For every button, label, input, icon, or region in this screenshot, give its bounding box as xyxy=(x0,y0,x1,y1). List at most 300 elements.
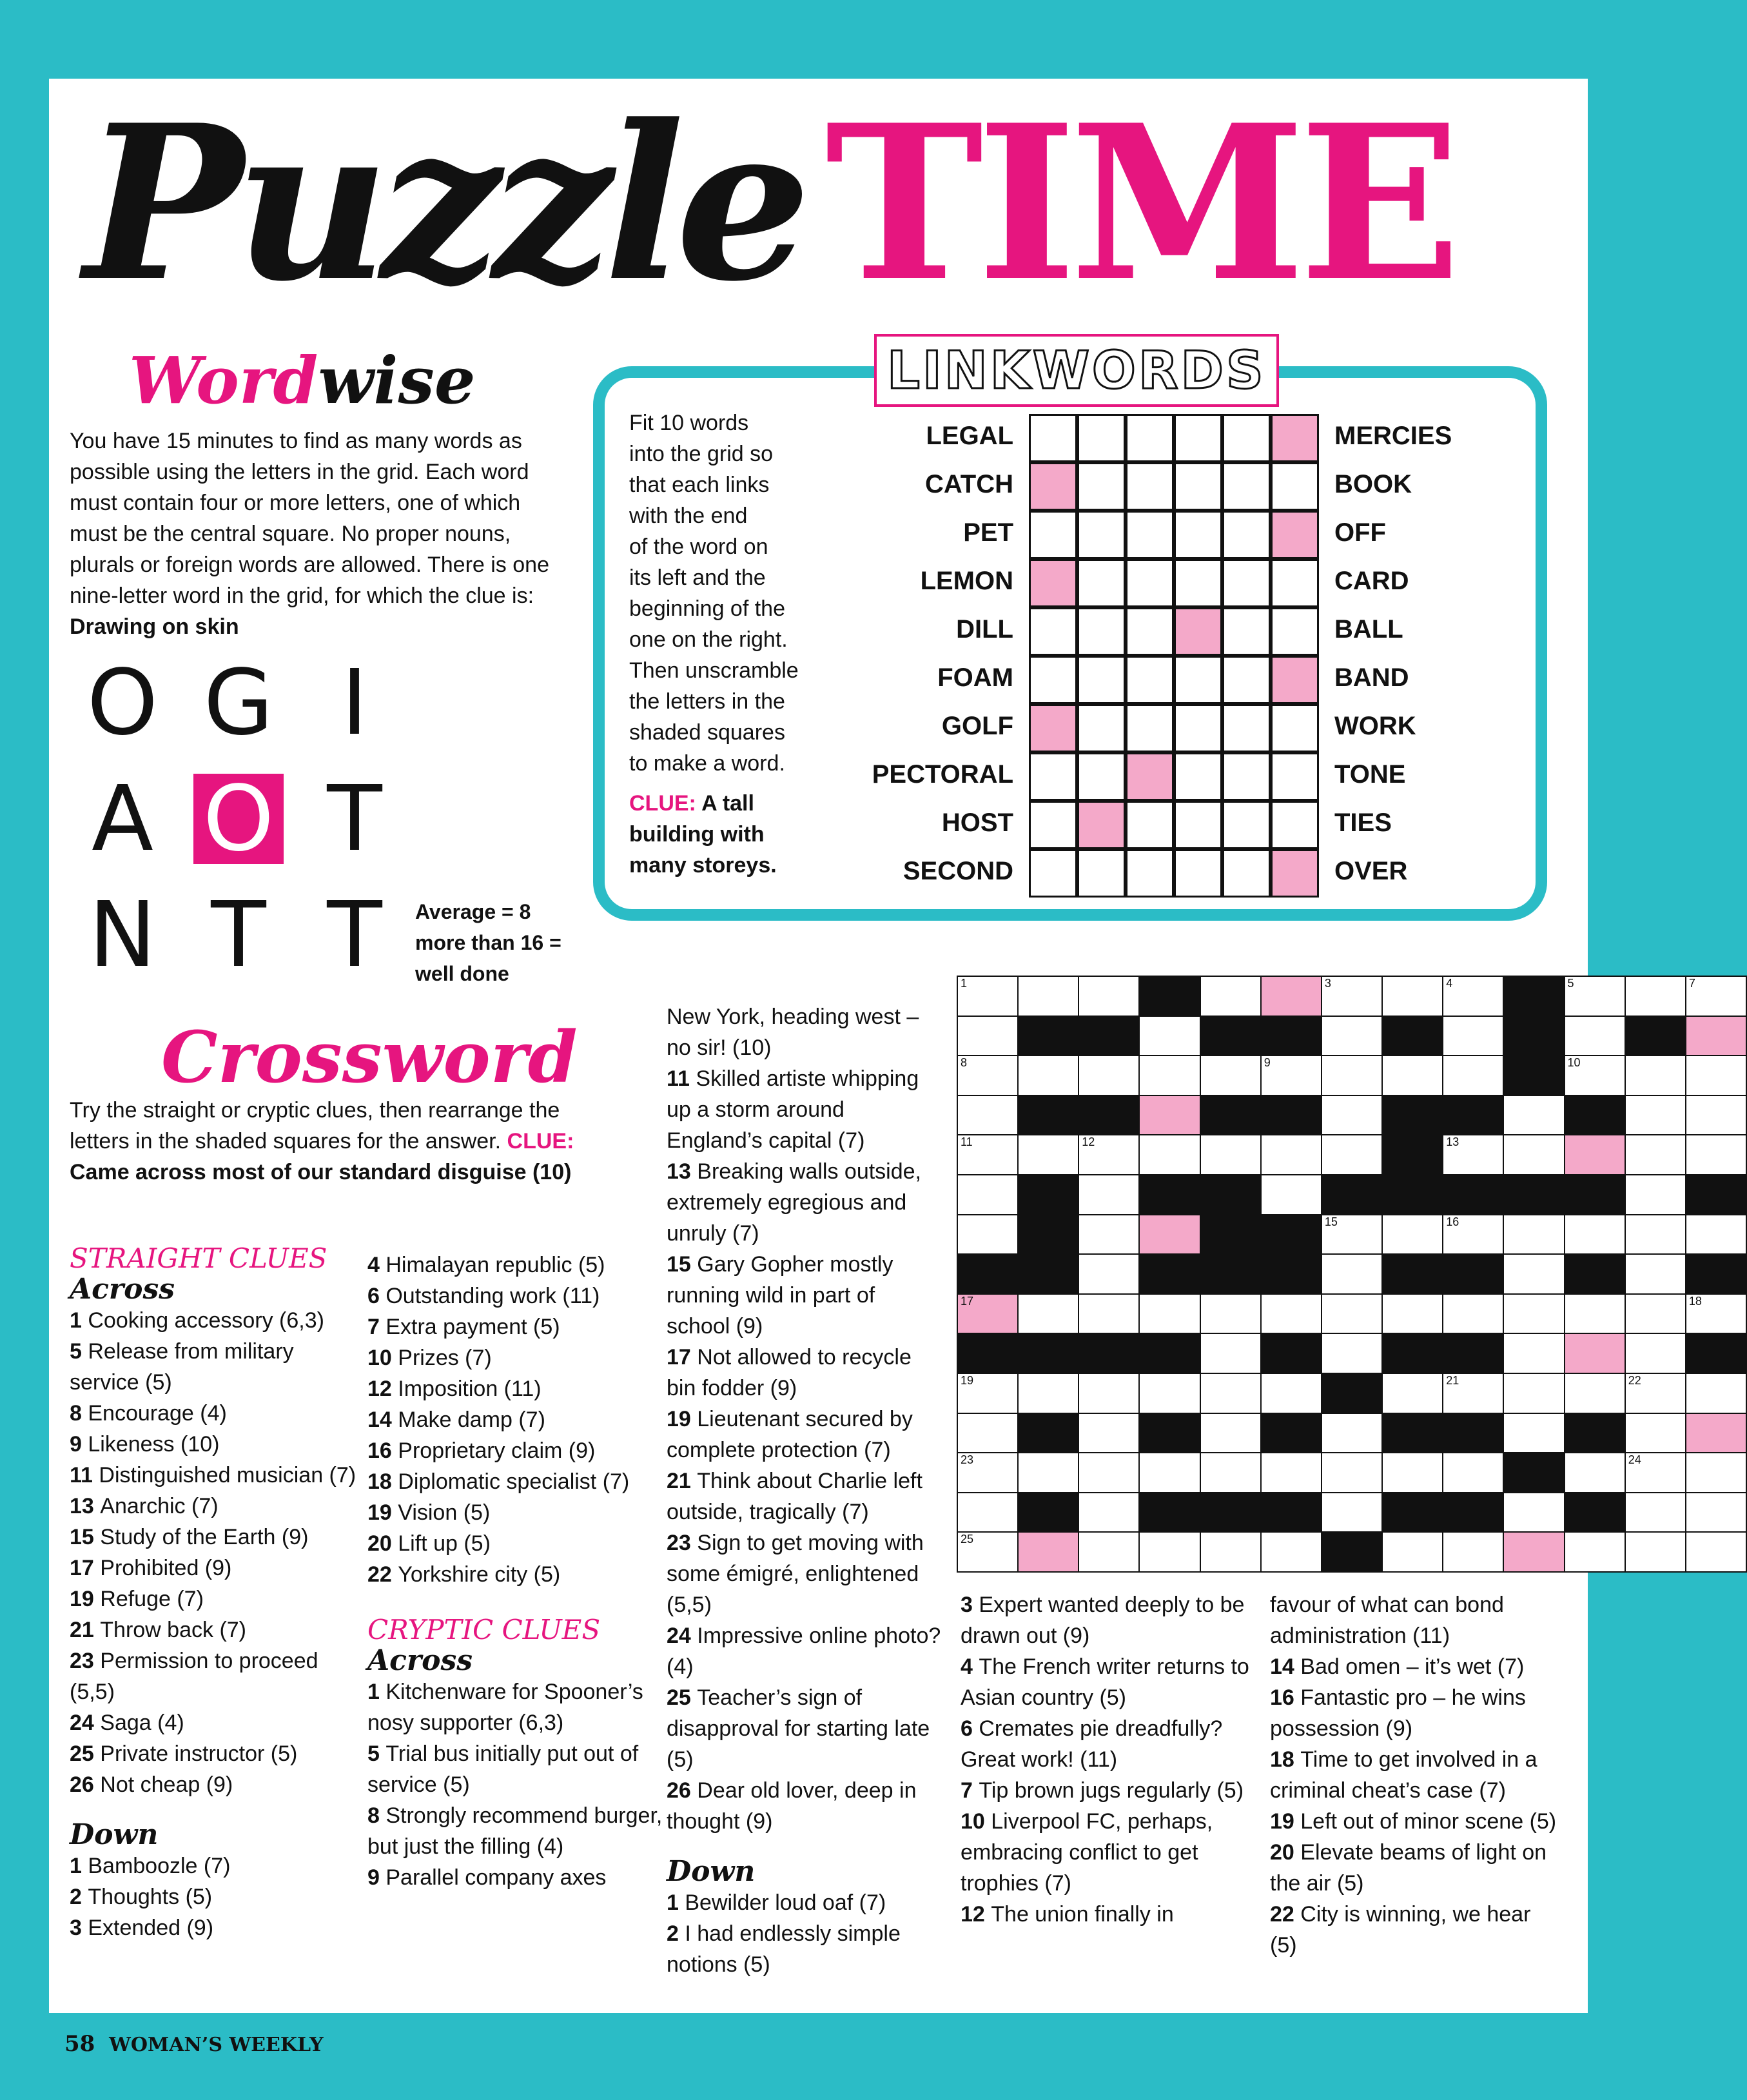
linkword-cell[interactable] xyxy=(1029,704,1077,752)
crossword-block xyxy=(1442,1413,1504,1454)
crossword-cell[interactable] xyxy=(1078,976,1140,1017)
crossword-cell[interactable] xyxy=(1503,1492,1565,1533)
crossword-cell[interactable] xyxy=(1685,1531,1747,1573)
linkword-cell[interactable] xyxy=(1174,656,1222,704)
clue-text: The French writer returns to Asian country (5) xyxy=(961,1654,1249,1710)
crossword-cell[interactable] xyxy=(1078,1253,1140,1295)
linkword-cell[interactable] xyxy=(1077,511,1126,559)
clue xyxy=(367,1373,664,1404)
crossword-cell[interactable] xyxy=(1625,1134,1686,1175)
crossword-cell[interactable] xyxy=(1321,1253,1383,1295)
crossword-block xyxy=(1381,1413,1443,1454)
linkword-cell[interactable] xyxy=(1077,656,1126,704)
linkword-left: HOST xyxy=(941,809,1013,837)
crossword-cell[interactable] xyxy=(1503,1293,1565,1335)
crossword-cell[interactable] xyxy=(1564,1134,1626,1175)
crossword-cell[interactable] xyxy=(1442,1452,1504,1493)
linkword-cell[interactable] xyxy=(1271,462,1319,511)
clue-number: 20 xyxy=(367,1531,398,1556)
clue-text: Likeness (10) xyxy=(88,1432,220,1457)
crossword-cell[interactable] xyxy=(1503,1413,1565,1454)
clue-number: 7 xyxy=(961,1778,979,1803)
crossword-block xyxy=(1564,1253,1626,1295)
clue-number: 26 xyxy=(70,1772,101,1797)
crossword-cell[interactable] xyxy=(1200,1055,1262,1096)
crossword-cell[interactable] xyxy=(1321,1452,1383,1493)
crossword-cell[interactable] xyxy=(1625,976,1686,1017)
clue-text: Impressive online photo? (4) xyxy=(667,1624,941,1679)
crossword-cell[interactable] xyxy=(1017,1531,1079,1573)
linkwords-clue-label: CLUE: xyxy=(629,791,696,816)
magazine-name: WOMAN’S WEEKLY xyxy=(109,2034,324,2056)
linkword-cell[interactable] xyxy=(1029,656,1077,704)
linkword-cell[interactable] xyxy=(1222,656,1271,704)
linkword-cell[interactable] xyxy=(1174,801,1222,849)
crossword-cell[interactable] xyxy=(1381,976,1443,1017)
crossword-block xyxy=(1078,1095,1140,1136)
crossword-block xyxy=(1381,1174,1443,1215)
crossword-cell[interactable] xyxy=(1321,1016,1383,1057)
crossword-block xyxy=(1321,1531,1383,1573)
clue-number: 9 xyxy=(367,1865,386,1890)
crossword-cell[interactable] xyxy=(1321,976,1383,1017)
crossword-cell[interactable] xyxy=(957,1055,1019,1096)
crossword-cell[interactable] xyxy=(1442,1134,1504,1175)
linkword-left: PET xyxy=(963,518,1013,547)
crossword-cell[interactable] xyxy=(957,1174,1019,1215)
crossword-cell[interactable] xyxy=(1625,1373,1686,1414)
clue-number: 24 xyxy=(70,1711,101,1735)
crossword-cell[interactable] xyxy=(1442,1016,1504,1057)
crossword-cell[interactable] xyxy=(1442,1531,1504,1573)
clue-number: 15 xyxy=(70,1525,101,1549)
linkword-right: WORK xyxy=(1334,712,1416,740)
linkword-cell[interactable] xyxy=(1174,414,1222,462)
crossword-cell[interactable] xyxy=(1321,1214,1383,1255)
crossword-cell[interactable] xyxy=(957,1531,1019,1573)
linkword-cell[interactable] xyxy=(1174,511,1222,559)
crossword-cell[interactable] xyxy=(1321,1333,1383,1374)
crossword-cell[interactable] xyxy=(1138,1214,1200,1255)
across-heading: Across xyxy=(70,1273,175,1306)
crossword-block xyxy=(1685,1253,1747,1295)
linkword-cell[interactable] xyxy=(1174,559,1222,607)
linkword-cell[interactable] xyxy=(1271,801,1319,849)
linkword-cell[interactable] xyxy=(1222,607,1271,656)
clue-number: 8 xyxy=(961,1056,968,1070)
crossword-cell[interactable] xyxy=(1200,1531,1262,1573)
linkwords-clue-line: building with xyxy=(629,822,765,847)
crossword-cell[interactable] xyxy=(1625,1055,1686,1096)
clue-number: 4 xyxy=(1446,977,1453,990)
crossword-cell[interactable] xyxy=(1381,1452,1443,1493)
score-line: more than 16 = xyxy=(415,931,561,954)
wordwise-score xyxy=(415,896,561,989)
linkword-cell[interactable] xyxy=(1271,849,1319,898)
clue-number: 9 xyxy=(1264,1056,1271,1070)
linkword-cell[interactable] xyxy=(1126,511,1174,559)
linkword-cell[interactable] xyxy=(1174,607,1222,656)
crossword-cell[interactable] xyxy=(1260,1293,1322,1335)
crossword-cell[interactable] xyxy=(1625,1492,1686,1533)
clue-text: Elevate beams of light on the air (5) xyxy=(1270,1840,1547,1896)
clue-text: Not cheap (9) xyxy=(100,1772,233,1797)
linkwords-instructions xyxy=(629,407,835,779)
crossword-cell[interactable] xyxy=(1138,1016,1200,1057)
linkword-right: BALL xyxy=(1334,615,1403,643)
linkwords-title: LINKWORDS xyxy=(874,334,1279,407)
clue xyxy=(667,1156,944,1249)
clue xyxy=(1270,1651,1560,1682)
linkword-cell[interactable] xyxy=(1126,607,1174,656)
clue xyxy=(961,1775,1251,1806)
crossword-cell[interactable] xyxy=(1017,976,1079,1017)
clue xyxy=(667,1682,944,1775)
crossword-cell[interactable] xyxy=(1442,1293,1504,1335)
crossword-cell[interactable] xyxy=(1442,1055,1504,1096)
crossword-cell[interactable] xyxy=(1321,1413,1383,1454)
clue-number: 25 xyxy=(70,1742,101,1766)
crossword-cell[interactable] xyxy=(1564,976,1626,1017)
crossword-block xyxy=(1381,1095,1443,1136)
clue xyxy=(367,1862,664,1893)
crossword-cell[interactable] xyxy=(1564,1531,1626,1573)
clue-number: 12 xyxy=(961,1902,991,1927)
crossword-cell[interactable] xyxy=(1442,1214,1504,1255)
crossword-cell[interactable] xyxy=(1685,976,1747,1017)
crossword-cell[interactable] xyxy=(1017,1293,1079,1335)
crossword-cell[interactable] xyxy=(1138,1531,1200,1573)
clue xyxy=(961,1651,1251,1713)
crossword-cell[interactable] xyxy=(1685,1452,1747,1493)
clue-text: Yorkshire city (5) xyxy=(398,1562,561,1587)
linkword-cell[interactable] xyxy=(1029,752,1077,801)
clue xyxy=(367,1435,664,1466)
crossword-cell[interactable] xyxy=(1078,1452,1140,1493)
crossword-cell[interactable] xyxy=(1685,1134,1747,1175)
linkword-cell[interactable] xyxy=(1174,462,1222,511)
linkword-left: CATCH xyxy=(924,470,1013,498)
crossword-cell[interactable] xyxy=(1260,1055,1322,1096)
crossword-block xyxy=(1017,1016,1079,1057)
crossword-cell[interactable] xyxy=(1200,1333,1262,1374)
crossword-cell[interactable] xyxy=(1200,1293,1262,1335)
crossword-cell[interactable] xyxy=(1503,1531,1565,1573)
linkword-cell[interactable] xyxy=(1077,849,1126,898)
crossword-cell[interactable] xyxy=(1625,1174,1686,1215)
wordwise-intro-text: You have 15 minutes to find as many words as possible using the letters in the grid. Each word must contain four or more letters, one of which must be the central square. No proper nouns, plurals or foreign words are allowed. There is one nine-letter word in the grid, for which the clue is: xyxy=(70,429,549,608)
linkword-cell[interactable] xyxy=(1271,607,1319,656)
linkword-cell[interactable] xyxy=(1126,559,1174,607)
linkword-cell[interactable] xyxy=(1077,414,1126,462)
clue-text: Prizes (7) xyxy=(398,1346,492,1370)
crossword-block xyxy=(1200,1492,1262,1533)
crossword-cell[interactable] xyxy=(957,1413,1019,1454)
linkword-cell[interactable] xyxy=(1077,801,1126,849)
crossword-cell[interactable] xyxy=(1017,1134,1079,1175)
clue-text: Proprietary claim (9) xyxy=(398,1438,596,1463)
linkword-cell[interactable] xyxy=(1077,607,1126,656)
crossword-cell[interactable] xyxy=(1625,1413,1686,1454)
crossword-cell[interactable] xyxy=(957,1214,1019,1255)
crossword-cell[interactable] xyxy=(957,1134,1019,1175)
crossword-cell[interactable] xyxy=(1078,1413,1140,1454)
linkword-cell[interactable] xyxy=(1029,462,1077,511)
crossword-cell[interactable] xyxy=(1685,1016,1747,1057)
clue-number: 2 xyxy=(667,1921,685,1946)
linkword-cell[interactable] xyxy=(1174,752,1222,801)
linkword-right: MERCIES xyxy=(1334,422,1452,450)
linkword-cell[interactable] xyxy=(1029,559,1077,607)
crossword-cell[interactable] xyxy=(1381,1055,1443,1096)
crossword-cell[interactable] xyxy=(1138,1134,1200,1175)
linkword-cell[interactable] xyxy=(1271,414,1319,462)
crossword-cell[interactable] xyxy=(1685,1492,1747,1533)
linkword-cell[interactable] xyxy=(1126,462,1174,511)
crossword-cell[interactable] xyxy=(1685,1214,1747,1255)
linkword-cell[interactable] xyxy=(1126,849,1174,898)
crossword-cell[interactable] xyxy=(1625,1531,1686,1573)
crossword-cell[interactable] xyxy=(1564,1293,1626,1335)
crossword-cell[interactable] xyxy=(1442,1373,1504,1414)
clue-text: Fantastic pro – he wins possession (9) xyxy=(1270,1685,1526,1741)
crossword-cell[interactable] xyxy=(1321,1492,1383,1533)
clue-text: Release from military service (5) xyxy=(70,1339,294,1395)
crossword-cell[interactable] xyxy=(1260,1531,1322,1573)
crossword-block xyxy=(957,1333,1019,1374)
crossword-cell[interactable] xyxy=(1260,1452,1322,1493)
crossword-cell[interactable] xyxy=(1503,1095,1565,1136)
crossword-cell[interactable] xyxy=(1381,1373,1443,1414)
linkword-cell[interactable] xyxy=(1077,704,1126,752)
linkword-cell[interactable] xyxy=(1029,607,1077,656)
clue xyxy=(667,1775,944,1837)
crossword-cell[interactable] xyxy=(1625,1253,1686,1295)
linkword-cell[interactable] xyxy=(1222,849,1271,898)
crossword-cell[interactable] xyxy=(1260,976,1322,1017)
straight-down-column xyxy=(367,1250,664,1893)
clue-text: Distinguished musician (7) xyxy=(99,1463,356,1487)
crossword-cell[interactable] xyxy=(1017,1055,1079,1096)
clue xyxy=(961,1589,1251,1651)
crossword-cell[interactable] xyxy=(957,1293,1019,1335)
crossword-cell[interactable] xyxy=(1017,1452,1079,1493)
clue-text: Permission to proceed (5,5) xyxy=(70,1649,318,1704)
title-puzzle: Puzzle xyxy=(84,78,803,328)
crossword-cell[interactable] xyxy=(1138,1095,1200,1136)
crossword-cell[interactable] xyxy=(1078,1492,1140,1533)
crossword-cell[interactable] xyxy=(1260,1134,1322,1175)
linkword-cell[interactable] xyxy=(1029,511,1077,559)
crossword-cell[interactable] xyxy=(957,1373,1019,1414)
crossword-cell[interactable] xyxy=(1685,1373,1747,1414)
crossword-cell[interactable] xyxy=(1381,1531,1443,1573)
crossword-cell[interactable] xyxy=(1078,1214,1140,1255)
clue-number: 18 xyxy=(1270,1747,1301,1772)
linkword-cell[interactable] xyxy=(1077,752,1126,801)
crossword-cell[interactable] xyxy=(1138,1055,1200,1096)
crossword-cell[interactable] xyxy=(1381,1293,1443,1335)
crossword-block xyxy=(1260,1253,1322,1295)
clue-number: 7 xyxy=(367,1315,386,1339)
crossword-cell[interactable] xyxy=(1625,1214,1686,1255)
crossword-cell[interactable] xyxy=(1442,976,1504,1017)
clue-text: Study of the Earth (9) xyxy=(100,1525,309,1549)
crossword-block xyxy=(1442,1333,1504,1374)
linkword-cell[interactable] xyxy=(1077,462,1126,511)
crossword-cell[interactable] xyxy=(1381,1214,1443,1255)
linkword-cell[interactable] xyxy=(1222,752,1271,801)
crossword-block xyxy=(1138,1174,1200,1215)
linkword-cell[interactable] xyxy=(1222,801,1271,849)
crossword-cell[interactable] xyxy=(1685,1293,1747,1335)
linkword-cell[interactable] xyxy=(1271,704,1319,752)
instruction-line: that each links xyxy=(629,473,770,497)
crossword-cell[interactable] xyxy=(1200,976,1262,1017)
crossword-cell[interactable] xyxy=(1564,1214,1626,1255)
linkword-cell[interactable] xyxy=(1222,414,1271,462)
crossword-cell[interactable] xyxy=(1321,1293,1383,1335)
crossword-cell[interactable] xyxy=(1503,1214,1565,1255)
clue-text: Sign to get moving with some émigré, enlightened (5,5) xyxy=(667,1531,924,1617)
wordwise-letter: O xyxy=(193,774,284,864)
crossword-cell[interactable] xyxy=(1200,1134,1262,1175)
crossword-cell[interactable] xyxy=(1078,1134,1140,1175)
crossword-cell[interactable] xyxy=(1260,1174,1322,1215)
clue-text: Skilled artiste whipping up a storm around England’s capital (7) xyxy=(667,1066,919,1153)
linkword-cell[interactable] xyxy=(1271,559,1319,607)
crossword-cell[interactable] xyxy=(1564,1452,1626,1493)
linkword-cell[interactable] xyxy=(1029,801,1077,849)
crossword-cell[interactable] xyxy=(1078,1293,1140,1335)
crossword-block xyxy=(1078,1333,1140,1374)
linkword-cell[interactable] xyxy=(1222,704,1271,752)
clue xyxy=(367,1528,664,1559)
linkword-cell[interactable] xyxy=(1271,752,1319,801)
crossword-cell[interactable] xyxy=(1200,1452,1262,1493)
crossword-cell[interactable] xyxy=(1503,1134,1565,1175)
clue xyxy=(70,1584,366,1614)
crossword-cell[interactable] xyxy=(1564,1333,1626,1374)
crossword-cell[interactable] xyxy=(957,1016,1019,1057)
crossword-cell[interactable] xyxy=(1321,1095,1383,1136)
crossword-block xyxy=(1381,1333,1443,1374)
crossword-cell[interactable] xyxy=(957,1452,1019,1493)
linkword-cell[interactable] xyxy=(1126,704,1174,752)
crossword-cell[interactable] xyxy=(1078,1174,1140,1215)
clue-number: 4 xyxy=(961,1654,979,1679)
crossword-cell[interactable] xyxy=(957,976,1019,1017)
crossword-cell[interactable] xyxy=(1503,1333,1565,1374)
linkword-cell[interactable] xyxy=(1271,656,1319,704)
crossword-cell[interactable] xyxy=(1625,1333,1686,1374)
crossword-clue-text: Came across most of our standard disguise (10) xyxy=(70,1160,572,1184)
crossword-cell[interactable] xyxy=(1685,1413,1747,1454)
linkword-cell[interactable] xyxy=(1271,511,1319,559)
crossword-cell[interactable] xyxy=(1503,1253,1565,1295)
crossword-cell[interactable] xyxy=(1260,1373,1322,1414)
crossword-block xyxy=(1260,1492,1322,1533)
crossword-cell[interactable] xyxy=(1078,1373,1140,1414)
linkword-cell[interactable] xyxy=(1077,559,1126,607)
crossword-cell[interactable] xyxy=(1200,1413,1262,1454)
crossword-block xyxy=(1685,1174,1747,1215)
crossword-cell[interactable] xyxy=(1200,1373,1262,1414)
linkword-cell[interactable] xyxy=(1222,559,1271,607)
instruction-line: beginning of the xyxy=(629,596,785,621)
clue-number: 24 xyxy=(667,1624,698,1648)
clue-number: 11 xyxy=(667,1066,696,1091)
crossword-block xyxy=(1442,1174,1504,1215)
linkword-cell[interactable] xyxy=(1174,704,1222,752)
linkword-cell[interactable] xyxy=(1222,511,1271,559)
linkword-cell[interactable] xyxy=(1126,801,1174,849)
linkword-cell[interactable] xyxy=(1126,656,1174,704)
crossword-cell[interactable] xyxy=(1078,1055,1140,1096)
footer xyxy=(64,2031,324,2057)
down-heading: Down xyxy=(70,1818,159,1851)
crossword-cell[interactable] xyxy=(1138,1373,1200,1414)
clue-number: 13 xyxy=(1446,1135,1459,1149)
crossword-cell[interactable] xyxy=(1564,1373,1626,1414)
linkword-cell[interactable] xyxy=(1126,752,1174,801)
crossword-cell[interactable] xyxy=(1138,1293,1200,1335)
crossword-cell[interactable] xyxy=(1625,1452,1686,1493)
linkword-cell[interactable] xyxy=(1126,414,1174,462)
crossword-cell[interactable] xyxy=(1564,1055,1626,1096)
crossword-cell[interactable] xyxy=(1685,1055,1747,1096)
crossword-cell[interactable] xyxy=(1078,1531,1140,1573)
linkword-cell[interactable] xyxy=(1029,414,1077,462)
crossword-cell[interactable] xyxy=(1564,1016,1626,1057)
crossword-cell[interactable] xyxy=(1321,1055,1383,1096)
clue-text: Trial bus initially put out of service (5) xyxy=(367,1742,639,1797)
clue-text: Lift up (5) xyxy=(398,1531,491,1556)
clue-number: 24 xyxy=(1628,1453,1641,1467)
clue-number: 3 xyxy=(1324,977,1331,990)
crossword-cell[interactable] xyxy=(1685,1095,1747,1136)
clue-number: 18 xyxy=(1688,1294,1702,1308)
wordwise-letter: A xyxy=(92,766,153,872)
crossword-cell[interactable] xyxy=(1017,1373,1079,1414)
crossword-cell[interactable] xyxy=(1625,1293,1686,1335)
clue xyxy=(367,1738,664,1800)
crossword-cell[interactable] xyxy=(1503,1373,1565,1414)
clue-text: Breaking walls outside, extremely egregious and unruly (7) xyxy=(667,1159,922,1246)
clue-continuation: New York, heading west – no sir! (10) xyxy=(667,1005,919,1060)
clue-number: 6 xyxy=(367,1284,386,1308)
clue xyxy=(70,1850,366,1881)
linkword-right: TONE xyxy=(1334,760,1406,789)
clue-number: 10 xyxy=(961,1809,991,1834)
clue xyxy=(70,1769,366,1800)
clue xyxy=(667,1249,944,1342)
crossword-block xyxy=(1564,1095,1626,1136)
crossword-cell[interactable] xyxy=(957,1095,1019,1136)
linkword-cell[interactable] xyxy=(1029,849,1077,898)
crossword-cell[interactable] xyxy=(957,1492,1019,1533)
clue-text: I had endlessly simple notions (5) xyxy=(667,1921,901,1977)
clue-number: 18 xyxy=(367,1469,398,1494)
crossword-cell[interactable] xyxy=(1138,1452,1200,1493)
crossword-block xyxy=(1442,1492,1504,1533)
linkword-cell[interactable] xyxy=(1222,462,1271,511)
crossword-cell[interactable] xyxy=(1321,1134,1383,1175)
wordwise-letter: T xyxy=(327,882,382,988)
crossword-block xyxy=(1200,1253,1262,1295)
linkword-cell[interactable] xyxy=(1174,849,1222,898)
crossword-cell[interactable] xyxy=(1625,1095,1686,1136)
